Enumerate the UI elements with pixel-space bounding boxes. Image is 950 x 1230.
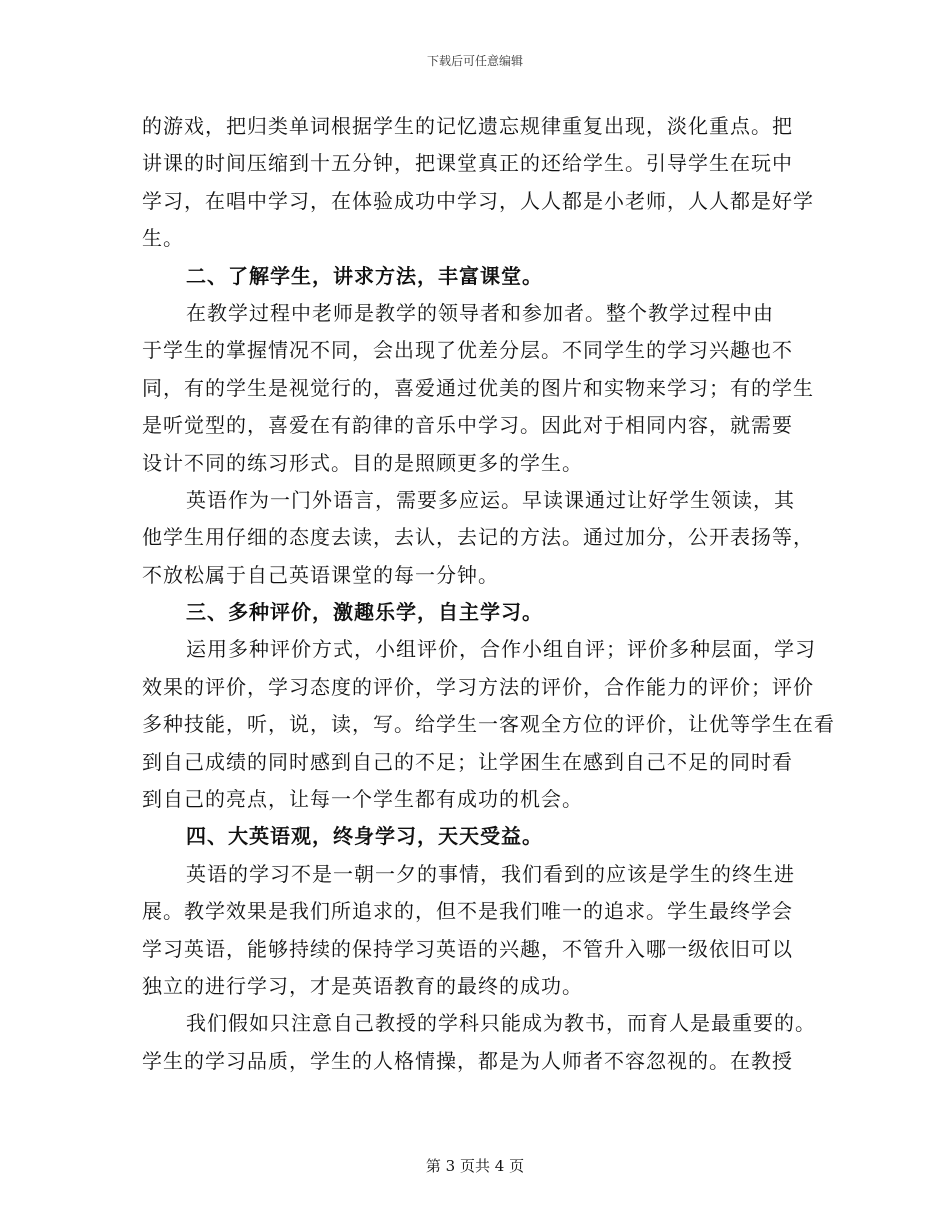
text-line: 英语的学习不是一朝一夕的事情，我们看到的应该是学生的终生进 — [186, 861, 795, 886]
text-line: 英语作为一门外语言，需要多应运。早读课通过让好学生领读，其 — [186, 487, 795, 512]
text-line: 他学生用仔细的态度去读，去认，去记的方法。通过加分，公开表扬等， — [142, 525, 814, 550]
page-footer: 第 3 页共 4 页 — [425, 1157, 525, 1175]
section-heading: 二、了解学生，讲求方法，丰富课堂。 — [186, 263, 543, 288]
document-body — [142, 108, 835, 1080]
text-line: 到自己的亮点，让每一个学生都有成功的机会。 — [142, 787, 583, 812]
section-heading: 四、大英语观，终身学习，天天受益。 — [186, 824, 543, 849]
text-line: 学生的学习品质，学生的人格情操，都是为人师者不容忽视的。在教授 — [142, 1048, 793, 1073]
text-line: 学习英语，能够持续的保持学习英语的兴趣，不管升入哪一级依旧可以 — [142, 936, 793, 961]
text-line: 于学生的掌握情况不同，会出现了优差分层。不同学生的学习兴趣也不 — [142, 338, 793, 363]
text-line: 效果的评价，学习态度的评价，学习方法的评价，合作能力的评价；评价 — [142, 674, 814, 699]
text-line: 到自己成绩的同时感到自己的不足；让学困生在感到自己不足的同时看 — [142, 749, 793, 774]
text-line: 生。 — [142, 226, 184, 251]
text-line: 同，有的学生是视觉行的，喜爱通过优美的图片和实物来学习；有的学生 — [142, 375, 814, 400]
text-line: 学习，在唱中学习，在体验成功中学习，人人都是小老师，人人都是好学 — [142, 188, 814, 213]
text-line: 不放松属于自己英语课堂的每一分钟。 — [142, 562, 499, 587]
text-line: 多种技能，听，说，读，写。给学生一客观全方位的评价，让优等学生在看 — [142, 712, 835, 737]
text-line: 的游戏，把归类单词根据学生的记忆遗忘规律重复出现，淡化重点。把 — [142, 114, 793, 138]
text-line: 我们假如只注意自己教授的学科只能成为教书，而育人是最重要的。 — [186, 1011, 816, 1036]
text-line: 讲课的时间压缩到十五分钟，把课堂真正的还给学生。引导学生在玩中 — [142, 151, 793, 176]
text-line: 独立的进行学习，才是英语教育的最终的成功。 — [142, 973, 583, 998]
text-line: 在教学过程中老师是教学的领导者和参加者。整个教学过程中由 — [186, 300, 774, 325]
text-line: 展。教学效果是我们所追求的，但不是我们唯一的追求。学生最终学会 — [142, 899, 793, 924]
text-line: 设计不同的练习形式。目的是照顾更多的学生。 — [142, 450, 583, 475]
page-header: 下载后可任意编辑 — [426, 54, 523, 68]
section-heading: 三、多种评价，激趣乐学，自主学习。 — [186, 600, 543, 625]
text-line: 运用多种评价方式，小组评价，合作小组自评；评价多种层面，学习 — [186, 637, 816, 662]
text-line: 是听觉型的，喜爱在有韵律的音乐中学习。因此对于相同内容，就需要 — [142, 413, 793, 438]
